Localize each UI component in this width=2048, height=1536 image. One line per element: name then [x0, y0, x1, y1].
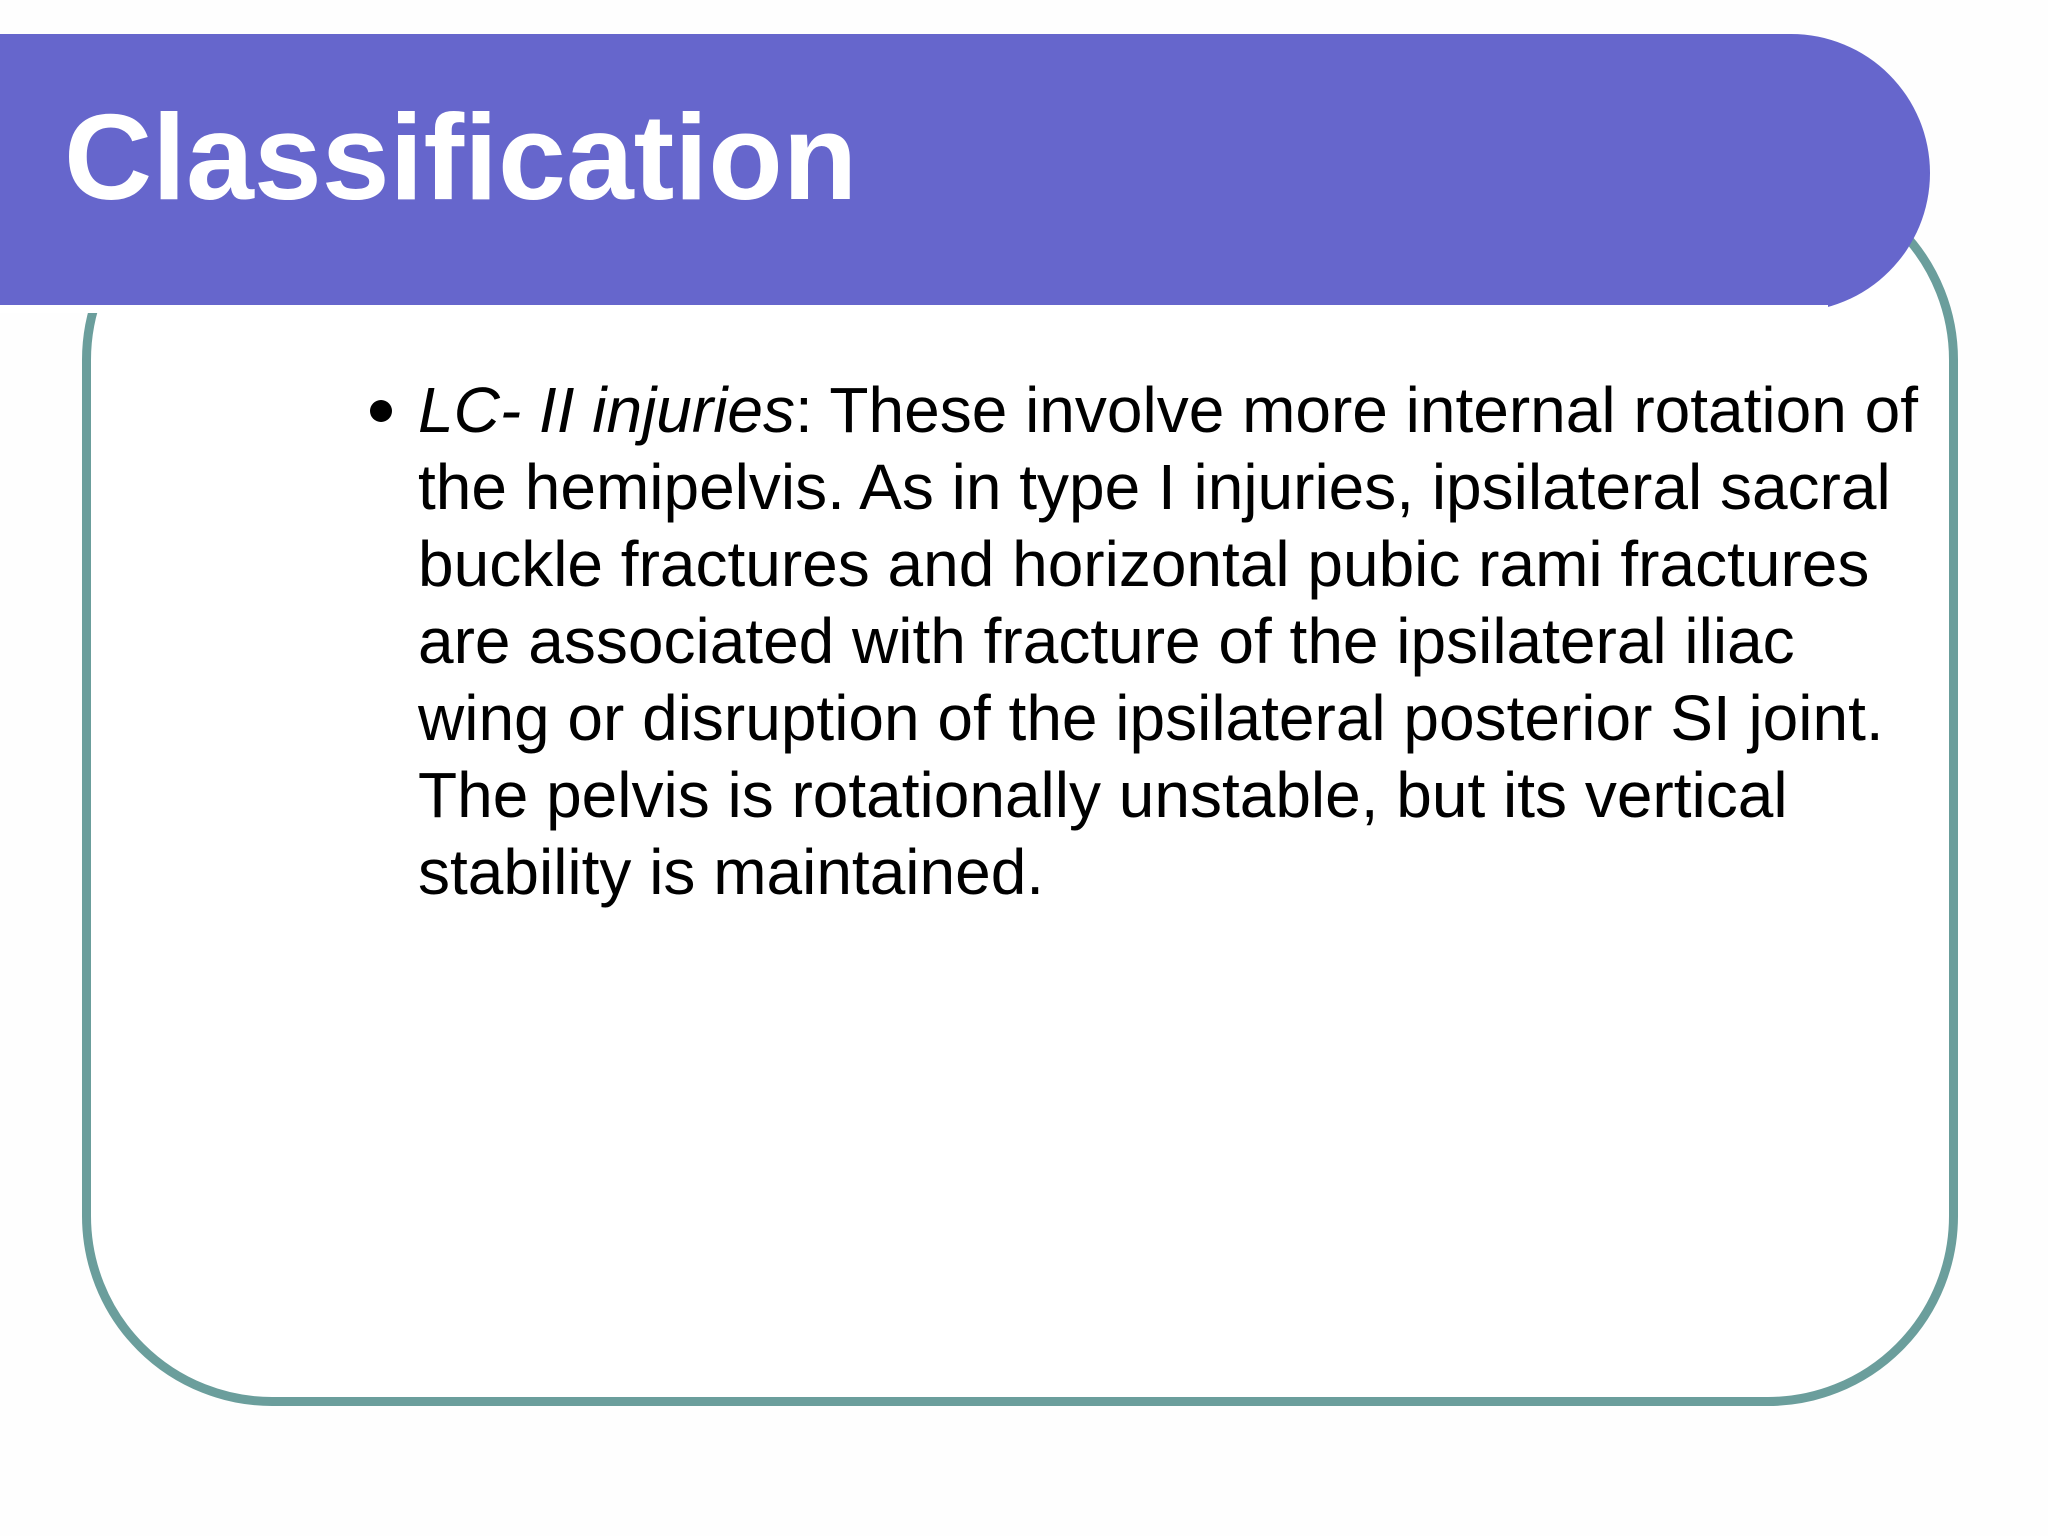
- bullet-dot-icon: [370, 400, 392, 422]
- bullet-text: These involve more internal rotation of the hemipelvis. As in type I injuries, ipsilateral sacral buckle fractures and horizontal pubic rami fractures are associated with fracture of the ipsilateral iliac wing or disruption of the ipsilateral posterior SI joint. The pelvis is rotationally unstable, but its vertical stability is maintained.: [418, 374, 1918, 908]
- slide-title: Classification: [64, 89, 858, 225]
- bullet-item: [360, 372, 1920, 911]
- bullet-separator: :: [795, 374, 813, 446]
- title-divider: [0, 305, 1828, 313]
- bullet-list: [360, 372, 1920, 911]
- bullet-term: LC- II injuries: [418, 374, 795, 446]
